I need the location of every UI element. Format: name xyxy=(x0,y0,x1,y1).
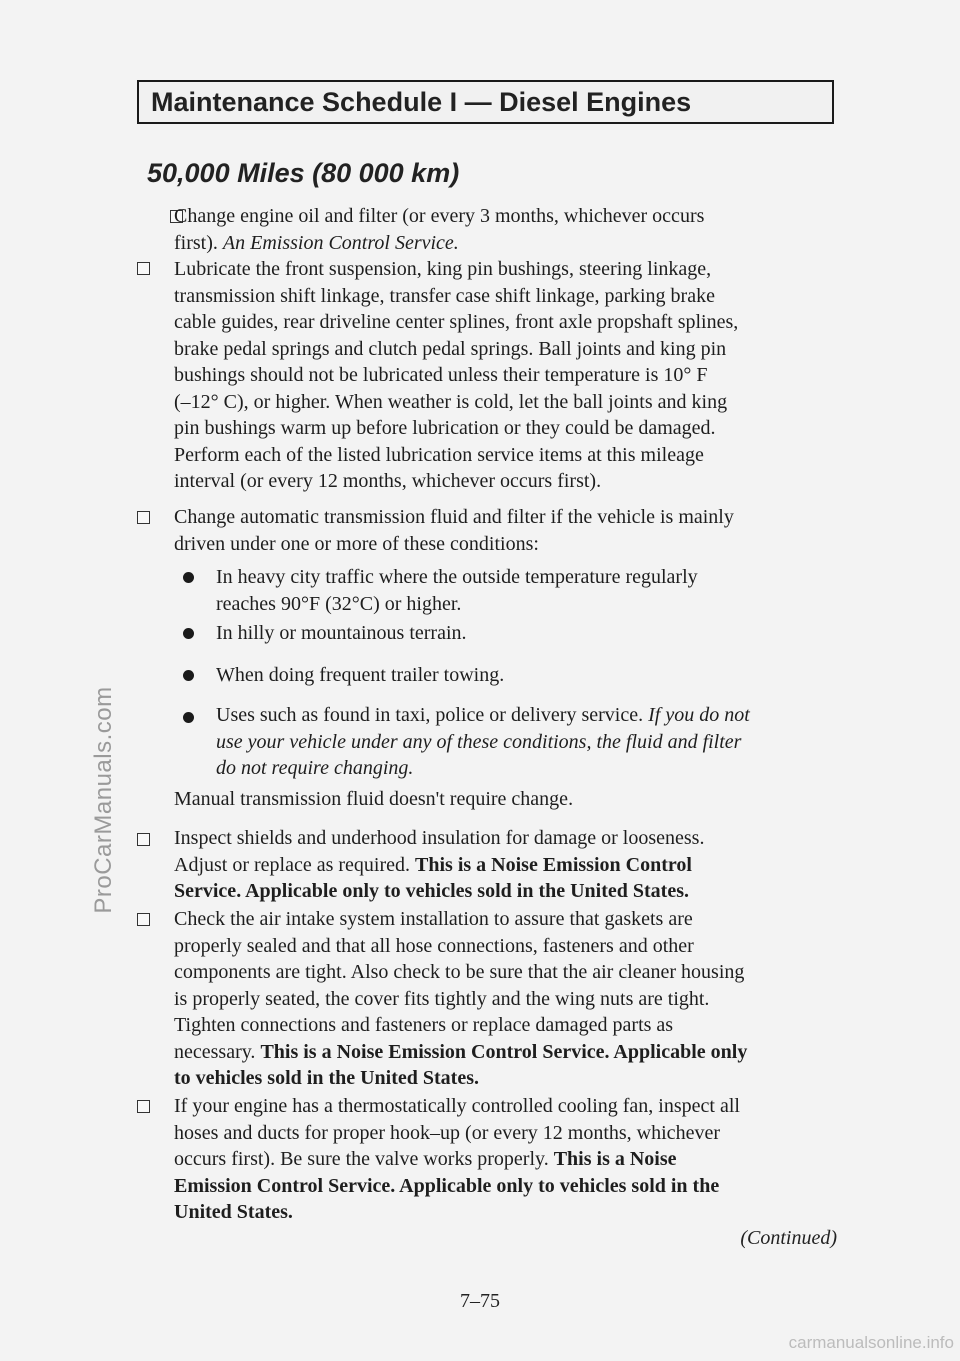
bullet-icon xyxy=(183,670,194,681)
page-number: 7–75 xyxy=(460,1290,500,1312)
condition-line: reaches 90°F (32°C) or higher. xyxy=(216,592,462,615)
item-line: Perform each of the listed lubrication service items at this mileage xyxy=(174,443,704,466)
condition-line: Uses such as found in taxi, police or delivery service. If you do not xyxy=(216,704,750,726)
item-line: occurs first). Be sure the valve works properly. This is a Noise xyxy=(174,1148,677,1170)
item-line: is properly seated, the cover fits tightly and the wing nuts are tight. xyxy=(174,987,710,1010)
condition-line: In hilly or mountainous terrain. xyxy=(216,622,467,644)
manual-transmission-note: Manual transmission fluid doesn't require change. xyxy=(174,788,574,810)
checkbox-icon[interactable] xyxy=(137,1100,150,1113)
item-line: If your engine has a thermostatically controlled cooling fan, inspect all xyxy=(174,1095,740,1117)
item-line: Emission Control Service. Applicable only to vehicles sold in the xyxy=(174,1174,720,1197)
bullet-icon xyxy=(183,572,194,583)
checkbox-icon[interactable] xyxy=(137,833,150,846)
item-line: Inspect shields and underhood insulation for damage or looseness. xyxy=(174,827,705,849)
item-line: necessary. This is a Noise Emission Control Service. Applicable only xyxy=(174,1040,748,1063)
bullet-icon xyxy=(183,628,194,639)
item-line: Adjust or replace as required. This is a Noise Emission Control xyxy=(174,853,692,876)
item-line: Service. Applicable only to vehicles sold in the United States. xyxy=(174,880,689,902)
item-line: properly sealed and that all hose connections, fasteners and other xyxy=(174,934,694,957)
item-line: Tighten connections and fasteners or replace damaged parts as xyxy=(174,1014,674,1036)
side-watermark: ProCarManuals.com xyxy=(90,686,117,914)
item-line: bushings should not be lubricated unless their temperature is 10° F xyxy=(174,364,708,386)
item-line: transmission shift linkage, transfer case shift linkage, parking brake xyxy=(174,284,715,307)
checkbox-icon[interactable] xyxy=(137,913,150,926)
item-line: to vehicles sold in the United States. xyxy=(174,1067,479,1089)
item-line: United States. xyxy=(174,1201,293,1223)
mileage-heading: 50,000 Miles (80 000 km) xyxy=(147,158,460,188)
item-line: Change automatic transmission fluid and filter if the vehicle is mainly xyxy=(174,506,734,528)
page-title: Maintenance Schedule I — Diesel Engines xyxy=(151,87,692,117)
item-line: hoses and ducts for proper hook–up (or every 12 months, whichever xyxy=(174,1121,720,1144)
item-line: first). An Emission Control Service. xyxy=(174,231,459,254)
condition-line: do not require changing. xyxy=(216,757,414,779)
bullet-icon xyxy=(183,712,194,723)
condition-line: In heavy city traffic where the outside temperature regularly xyxy=(216,566,698,588)
item-line: Lubricate the front suspension, king pin bushings, steering linkage, xyxy=(174,258,712,280)
item-line: cable guides, rear driveline center splines, front axle propshaft splines, xyxy=(174,311,739,333)
section-header-box xyxy=(137,80,834,124)
item-line: (–12° C), or higher. When weather is cold, let the ball joints and king xyxy=(174,390,728,413)
continued-note: (Continued) xyxy=(740,1227,837,1249)
item-line: Check the air intake system installation to assure that gaskets are xyxy=(174,908,693,930)
bottom-watermark: carmanualsonline.info xyxy=(788,1333,954,1352)
item-line: components are tight. Also check to be sure that the air cleaner housing xyxy=(174,961,745,983)
checkbox-icon[interactable] xyxy=(137,262,150,275)
item-line: brake pedal springs and clutch pedal springs. Ball joints and king pin xyxy=(174,337,727,360)
checkbox-icon[interactable] xyxy=(137,511,150,524)
item-line: pin bushings warm up before lubrication or they could be damaged. xyxy=(174,417,716,439)
item-line: Change engine oil and filter (or every 3 months, whichever occurs xyxy=(174,205,705,227)
condition-line: use your vehicle under any of these conditions, the fluid and filter xyxy=(216,730,742,753)
item-line: interval (or every 12 months, whichever occurs first). xyxy=(174,470,602,492)
condition-line: When doing frequent trailer towing. xyxy=(216,664,505,686)
item-line: driven under one or more of these conditions: xyxy=(174,532,539,555)
